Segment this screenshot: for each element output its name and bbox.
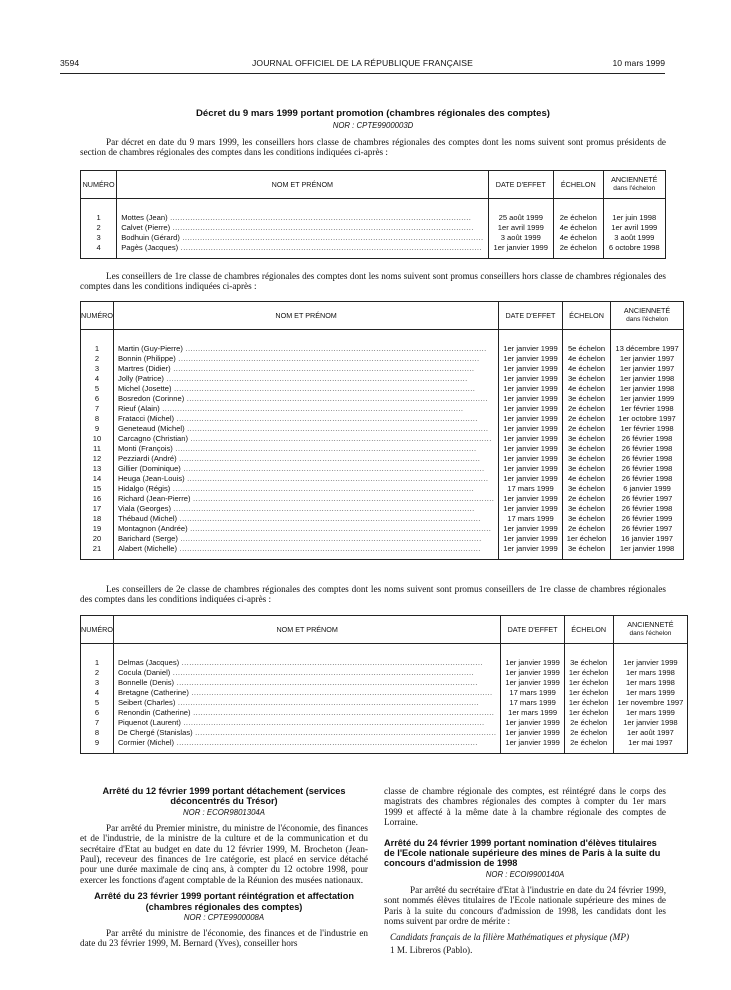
row-echelon: 4e échelon [562, 364, 611, 374]
row-number: 1 [94, 657, 100, 667]
row-name: Bosredon (Corinne) ........................................................................................................................ [113, 394, 498, 404]
table-row [81, 344, 684, 354]
row-date: 1er janvier 1999 [499, 464, 562, 474]
row-date: 1er janvier 1999 [499, 374, 562, 384]
row-date: 1er janvier 1999 [488, 243, 553, 253]
row-echelon: 4e échelon [562, 354, 611, 364]
row-name: Martin (Guy-Pierre) ........................................................................................................................ [113, 344, 498, 354]
row-echelon: 3e échelon [562, 544, 611, 554]
row-echelon: 3e échelon [562, 464, 611, 474]
row-date: 1er janvier 1999 [501, 738, 564, 748]
table-row [81, 738, 688, 748]
row-number: 9 [94, 423, 100, 433]
arrete-2-title: Arrêté du 23 février 1999 portant réintégration et affectation (chambres régionales des comptes) [94, 891, 354, 912]
row-date: 17 mars 1999 [499, 514, 562, 524]
row-name: Seibert (Charles) ........................................................................................................................ [113, 698, 500, 708]
table-row [81, 678, 688, 688]
row-echelon: 3e échelon [562, 444, 611, 454]
row-name: Thébaud (Michel) ........................................................................................................................ [113, 514, 498, 524]
row-echelon: 2e échelon [564, 718, 613, 728]
col-numero: NUMÉRO [81, 171, 117, 199]
row-echelon: 3e échelon [562, 504, 611, 514]
row-number: 5 [94, 383, 100, 393]
row-number: 2 [96, 222, 101, 232]
row-anciennete: 1er octobre 1997 [611, 414, 683, 424]
row-name: Gillier (Dominique) ........................................................................................................................ [113, 464, 498, 474]
row-echelon: 2e échelon [554, 243, 603, 253]
col-anciennete: ANCIENNETÉ dans l'échelon [603, 171, 665, 199]
row-anciennete: 26 février 1998 [611, 504, 683, 514]
row-date: 1er janvier 1999 [499, 494, 562, 504]
row-number: 6 [94, 393, 100, 403]
row-name: Pagès (Jacques) ........................................................................................................................ [117, 243, 488, 253]
row-number: 5 [94, 697, 100, 707]
row-date: 1er janvier 1999 [499, 504, 562, 514]
row-name: Michel (Josette) ........................................................................................................................ [113, 384, 498, 394]
arrete-3-text: Par arrêté du secrétaire d'Etat à l'industrie en date du 24 février 1999, sont nommés élèves titulaires de l'Ecole nationale supérieure des mines de Paris à la suite du concours d'admission de 1998, les candidats dont les noms suivent par ordre de mérite : [384, 884, 666, 927]
row-date: 1er janvier 1999 [501, 728, 564, 738]
row-number: 18 [92, 513, 102, 523]
table-row [81, 233, 666, 243]
row-number: 3 [94, 363, 100, 373]
table-header-row [81, 171, 666, 199]
row-name: Piquenot (Laurent) ........................................................................................................................ [113, 718, 500, 728]
row-echelon: 1er échelon [564, 668, 613, 678]
row-date: 1er janvier 1999 [499, 544, 562, 554]
row-name: Martres (Didier) ........................................................................................................................ [113, 364, 498, 374]
row-number: 1 [96, 212, 101, 222]
row-echelon: 4e échelon [554, 223, 603, 233]
row-number: 15 [92, 483, 102, 493]
row-name: Bretagne (Catherine) ........................................................................................................................ [113, 688, 500, 698]
row-date: 1er janvier 1999 [499, 444, 562, 454]
decret-title: Décret du 9 mars 1999 portant promotion (chambres régionales des comptes) [195, 108, 550, 119]
arrete-1-text: Par arrêté du Premier ministre, du ministre de l'économie, des finances et de l'industrie, de la ministre de la culture et de la communication et du secrétaire d'Etat au budget en date du 12 février 1999, M. Brocheton (Jean-Paul), receveur des finances de 1re catégorie, est placé en service détaché pour une durée maximale de cinq ans, à compter du 12 octobre 1998, pour exercer les fonctions d'agent comptable de la Réunion des musées nationaux. [80, 822, 368, 885]
row-anciennete: 26 février 1998 [611, 454, 683, 464]
row-echelon: 3e échelon [562, 514, 611, 524]
row-anciennete: 26 février 1998 [611, 464, 683, 474]
row-number: 4 [94, 373, 100, 383]
row-number: 19 [92, 523, 102, 533]
row-anciennete: 26 février 1998 [611, 434, 683, 444]
table-row [81, 364, 684, 374]
table-row [81, 474, 684, 484]
right-column [384, 786, 666, 956]
table-row [81, 213, 666, 223]
intro-hors-classe: Les conseillers de 1re classe de chambres régionales des comptes dont les noms suivent sont promus conseillers hors classe de chambres régionales des comptes dans les conditions indiquées ci-après : [80, 271, 666, 292]
table-row [81, 243, 666, 253]
table-row [81, 524, 684, 534]
row-name: Geneteaud (Michel) ........................................................................................................................ [113, 424, 498, 434]
row-date: 17 mars 1999 [501, 698, 564, 708]
arrete-1-nor: NOR : ECOR9801304A [183, 807, 265, 817]
row-echelon: 1er échelon [564, 688, 613, 698]
row-echelon: 2e échelon [564, 738, 613, 748]
row-anciennete: 1er avril 1999 [603, 223, 665, 233]
table-presidents [80, 170, 666, 259]
row-number: 3 [96, 232, 101, 242]
row-anciennete: 6 octobre 1998 [603, 243, 665, 253]
row-echelon: 4e échelon [554, 233, 603, 243]
row-date: 1er janvier 1999 [499, 534, 562, 544]
table-row [81, 708, 688, 718]
row-anciennete: 3 août 1999 [603, 233, 665, 243]
table-row [81, 494, 684, 504]
col-numero: NUMÉRO [81, 616, 114, 644]
row-echelon: 2e échelon [554, 213, 603, 223]
row-name: Cocula (Daniel) ........................................................................................................................ [113, 668, 500, 678]
row-date: 1er janvier 1999 [499, 474, 562, 484]
row-date: 1er janvier 1999 [499, 524, 562, 534]
row-name: Viala (Georges) ........................................................................................................................ [113, 504, 498, 514]
table-row [81, 718, 688, 728]
issue-date: 10 mars 1999 [612, 58, 665, 68]
row-date: 1er janvier 1999 [499, 434, 562, 444]
arrete-2-text: Par arrêté du ministre de l'économie, des finances et de l'industrie en date du 23 février 1999, M. Bernard (Yves), conseiller hors [80, 928, 368, 949]
row-number: 7 [94, 403, 100, 413]
table-row [81, 544, 684, 554]
row-number: 12 [92, 453, 102, 463]
left-column [80, 786, 368, 949]
row-date: 1er janvier 1999 [499, 364, 562, 374]
table-row [81, 384, 684, 394]
row-anciennete: 16 janvier 1997 [611, 534, 683, 544]
row-anciennete: 1er mars 1999 [613, 708, 688, 718]
row-number: 17 [92, 503, 102, 513]
table-row [81, 484, 684, 494]
page-header [60, 58, 665, 72]
row-anciennete: 1er novembre 1997 [613, 698, 688, 708]
row-echelon: 2e échelon [564, 728, 613, 738]
row-number: 10 [92, 433, 102, 443]
row-name: Bonnin (Philippe) ........................................................................................................................ [113, 354, 498, 364]
table-header-row [81, 616, 688, 644]
row-echelon: 3e échelon [562, 434, 611, 444]
table-row [81, 414, 684, 424]
row-echelon: 3e échelon [562, 394, 611, 404]
row-name: Monti (François) ........................................................................................................................ [113, 444, 498, 454]
table-row [81, 698, 688, 708]
table-row [81, 354, 684, 364]
table-row [81, 534, 684, 544]
decret-intro: Par décret en date du 9 mars 1999, les conseillers hors classe de chambres régionales des comptes dont les noms suivent sont promus présidents de section de chambres régionales des comptes dans les conditions indiquées ci-après : [80, 137, 666, 158]
row-name: Bodhuin (Gérard) ........................................................................................................................ [117, 233, 488, 243]
row-date: 1er janvier 1999 [499, 354, 562, 364]
row-number: 20 [92, 533, 102, 543]
row-number: 9 [94, 737, 100, 747]
table-header-row [81, 302, 684, 330]
row-echelon: 1er échelon [564, 708, 613, 718]
row-name: Mottes (Jean) ........................................................................................................................ [117, 213, 488, 223]
col-echelon: ÉCHELON [562, 302, 611, 330]
row-echelon: 3e échelon [564, 658, 613, 668]
row-number: 4 [96, 242, 101, 252]
row-number: 8 [94, 727, 100, 737]
row-name: Cormier (Michel) ........................................................................................................................ [113, 738, 500, 748]
arrete-3-nor: NOR : ECOI9900140A [485, 869, 565, 879]
row-date: 1er janvier 1999 [499, 424, 562, 434]
table-row [81, 444, 684, 454]
arrete-3-item: 1 M. Libreros (Pablo). [390, 945, 473, 956]
decret-nor: NOR : CPTE9900003D [332, 121, 414, 130]
row-anciennete: 1er août 1997 [613, 728, 688, 738]
row-echelon: 4e échelon [562, 384, 611, 394]
row-name: Alabert (Michelle) ........................................................................................................................ [113, 544, 498, 554]
row-echelon: 1er échelon [562, 534, 611, 544]
row-number: 13 [92, 463, 102, 473]
arrete-1-title: Arrêté du 12 février 1999 portant détachement (services déconcentrés du Trésor) [102, 786, 346, 807]
col-nom: NOM ET PRÉNOM [117, 171, 488, 199]
row-anciennete: 1er janvier 1998 [613, 718, 688, 728]
row-anciennete: 1er janvier 1997 [611, 354, 683, 364]
row-name: Richard (Jean-Pierre) ........................................................................................................................ [113, 494, 498, 504]
col-numero: NUMÉRO [81, 302, 114, 330]
row-name: Delmas (Jacques) ........................................................................................................................ [113, 658, 500, 668]
table-row [81, 504, 684, 514]
row-number: 11 [93, 443, 101, 453]
row-name: Barichard (Serge) ........................................................................................................................ [113, 534, 498, 544]
arrete-2-nor: NOR : CPTE9900008A [183, 913, 265, 923]
arrete-3-title: Arrêté du 24 février 1999 portant nomination d'élèves titulaires de l'Ecole nationale supérieure des mines de Paris à la suite du concours d'admission de 1998 [384, 837, 661, 869]
row-echelon: 3e échelon [562, 454, 611, 464]
row-date: 1er mars 1999 [501, 708, 564, 718]
table-row [81, 454, 684, 464]
row-anciennete: 26 février 1997 [611, 524, 683, 534]
table-row [81, 728, 688, 738]
col-nom: NOM ET PRÉNOM [113, 302, 498, 330]
row-name: Montagnon (Andrée) ........................................................................................................................ [113, 524, 498, 534]
row-date: 1er janvier 1999 [501, 718, 564, 728]
row-name: Fratacci (Michel) ........................................................................................................................ [113, 414, 498, 424]
journal-title: JOURNAL OFFICIEL DE LA RÉPUBLIQUE FRANÇAISE [252, 58, 473, 68]
row-echelon: 2e échelon [562, 414, 611, 424]
row-anciennete: 1er février 1998 [611, 424, 683, 434]
row-echelon: 2e échelon [562, 494, 611, 504]
col-nom: NOM ET PRÉNOM [113, 616, 500, 644]
row-echelon: 1er échelon [564, 678, 613, 688]
row-name: Hidalgo (Régis) ........................................................................................................................ [113, 484, 498, 494]
table-row [81, 424, 684, 434]
row-name: Pezziardi (André) ........................................................................................................................ [113, 454, 498, 464]
row-date: 1er janvier 1999 [499, 414, 562, 424]
row-date: 25 août 1999 [488, 213, 553, 223]
row-anciennete: 1er janvier 1999 [613, 658, 688, 668]
col-echelon: ÉCHELON [564, 616, 613, 644]
row-anciennete: 1er mai 1997 [613, 738, 688, 748]
row-name: De Chergé (Stanislas) ........................................................................................................................ [113, 728, 500, 738]
row-echelon: 3e échelon [562, 484, 611, 494]
row-date: 17 mars 1999 [501, 688, 564, 698]
row-anciennete: 26 février 1999 [611, 514, 683, 524]
row-number: 4 [94, 687, 100, 697]
table-row [81, 668, 688, 678]
row-number: 7 [94, 717, 100, 727]
col-date: DATE D'EFFET [501, 616, 564, 644]
row-anciennete: 1er février 1998 [611, 404, 683, 414]
row-echelon: 5e échelon [562, 344, 611, 354]
table-row [81, 394, 684, 404]
row-date: 1er janvier 1999 [499, 344, 562, 354]
row-anciennete: 6 janvier 1999 [611, 484, 683, 494]
page-number: 3594 [60, 58, 80, 68]
table-premiere-classe [80, 615, 688, 754]
row-number: 14 [92, 473, 102, 483]
row-anciennete: 1er janvier 1999 [611, 394, 683, 404]
arrete-2-continued: classe de chambre régionale des comptes, est réintégré dans le corps des magistrats des chambres régionales des comptes à compter du 1er mars 1999 et affecté à la même date à la chambre régionale des comptes de Lorraine. [384, 786, 666, 828]
row-name: Calvet (Pierre) ........................................................................................................................ [117, 223, 488, 233]
col-date: DATE D'EFFET [499, 302, 562, 330]
row-name: Jolly (Patrice) ........................................................................................................................ [113, 374, 498, 384]
row-date: 1er janvier 1999 [501, 678, 564, 688]
col-anciennete: ANCIENNETÉ dans l'échelon [611, 302, 683, 330]
row-anciennete: 1er janvier 1998 [611, 374, 683, 384]
col-anciennete: ANCIENNETÉ dans l'échelon [613, 616, 688, 644]
table-row [81, 404, 684, 414]
arrete-3-subhead: Candidats français de la filière Mathématiques et physique (MP) [390, 932, 630, 943]
row-date: 1er janvier 1999 [499, 454, 562, 464]
row-anciennete: 26 février 1997 [611, 494, 683, 504]
row-echelon: 2e échelon [562, 524, 611, 534]
table-row [81, 223, 666, 233]
row-anciennete: 26 février 1998 [611, 474, 683, 484]
row-number: 6 [94, 707, 100, 717]
col-date: DATE D'EFFET [488, 171, 553, 199]
row-name: Heuga (Jean-Louis) ........................................................................................................................ [113, 474, 498, 484]
row-anciennete: 1er mars 1999 [613, 688, 688, 698]
row-date: 1er janvier 1999 [499, 404, 562, 414]
row-anciennete: 1er mars 1998 [613, 678, 688, 688]
row-date: 1er janvier 1999 [501, 668, 564, 678]
table-row [81, 514, 684, 524]
row-date: 1er janvier 1999 [499, 394, 562, 404]
row-name: Bonnelle (Denis) ........................................................................................................................ [113, 678, 500, 688]
table-row [81, 374, 684, 384]
row-anciennete: 1er janvier 1997 [611, 364, 683, 374]
row-name: Renondin (Catherine) ........................................................................................................................ [113, 708, 500, 718]
row-echelon: 2e échelon [562, 424, 611, 434]
table-row [81, 658, 688, 668]
table-row [81, 434, 684, 444]
header-rule [60, 73, 665, 74]
row-number: 2 [94, 667, 100, 677]
row-anciennete: 1er janvier 1998 [611, 544, 683, 554]
row-number: 21 [92, 543, 102, 553]
table-hors-classe [80, 301, 684, 560]
col-echelon: ÉCHELON [554, 171, 603, 199]
row-number: 8 [94, 413, 100, 423]
row-echelon: 4e échelon [562, 474, 611, 484]
row-date: 17 mars 1999 [499, 484, 562, 494]
row-echelon: 3e échelon [562, 374, 611, 384]
row-anciennete: 1er janvier 1998 [611, 384, 683, 394]
row-anciennete: 1er juin 1998 [603, 213, 665, 223]
row-name: Carcagno (Christian) ........................................................................................................................ [113, 434, 498, 444]
row-number: 2 [94, 353, 100, 363]
row-number: 3 [94, 677, 100, 687]
row-number: 1 [94, 343, 100, 353]
row-date: 1er avril 1999 [488, 223, 553, 233]
row-anciennete: 26 février 1998 [611, 444, 683, 454]
row-echelon: 2e échelon [562, 404, 611, 414]
row-number: 16 [92, 493, 102, 503]
row-date: 3 août 1999 [488, 233, 553, 243]
row-anciennete: 1er mars 1998 [613, 668, 688, 678]
row-echelon: 1er échelon [564, 698, 613, 708]
table-row [81, 688, 688, 698]
row-name: Rieuf (Alain) ........................................................................................................................ [113, 404, 498, 414]
intro-premiere-classe: Les conseillers de 2e classe de chambres régionales des comptes dont les noms suivent sont promus conseillers de 1re classe de chambres régionales des comptes dans les conditions indiquées ci-après : [80, 584, 666, 605]
row-date: 1er janvier 1999 [499, 384, 562, 394]
row-anciennete: 13 décembre 1997 [611, 344, 683, 354]
table-row [81, 464, 684, 474]
row-date: 1er janvier 1999 [501, 658, 564, 668]
